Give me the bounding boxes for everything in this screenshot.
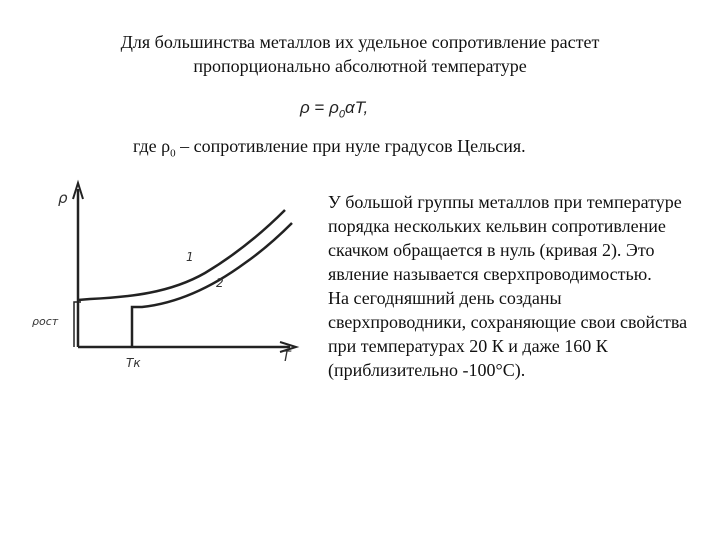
- title-line-2: пропорционально абсолютной температуре: [193, 56, 527, 76]
- slide-title: [60, 30, 660, 78]
- formula-subscript: 0: [338, 108, 345, 121]
- curve-1-label: 1: [186, 250, 194, 264]
- x-axis-label: T: [282, 349, 291, 365]
- curve-2-label: 2: [216, 276, 224, 290]
- definition-subscript: 0: [170, 147, 176, 160]
- formula-rho: ρ: [329, 98, 339, 117]
- resistivity-formula: [300, 98, 420, 120]
- rho0-definition: [133, 134, 593, 166]
- y-axis-label: ρ: [58, 189, 68, 207]
- paragraph-modern-superconductors: На сегодняшний день созданы сверхпроводники, сохраняющие свои свойства при температурах 20 К и даже 160 К (приблизительно -100°С).: [328, 288, 688, 380]
- formula-lhs: ρ: [300, 98, 310, 117]
- critical-temperature-label: Tк: [126, 356, 141, 370]
- definition-prefix: где ρ: [133, 136, 171, 156]
- superconductivity-text: [328, 190, 698, 382]
- resistivity-temperature-graph: [20, 175, 310, 380]
- curve-2: [132, 223, 292, 347]
- definition-text: – сопротивление при нуле градусов Цельсия.: [175, 136, 526, 156]
- paragraph-superconductivity: У большой группы металлов при температуре порядка нескольких кельвин сопротивление скачком обращается в нуль (кривая 2). Это явление называется сверхпроводимостью.: [328, 192, 682, 284]
- title-line-1: Для большинства металлов их удельное сопротивление растет: [120, 32, 600, 52]
- formula-rest: αT,: [345, 98, 369, 117]
- residual-resistivity-label: ρост: [32, 315, 59, 328]
- formula-equals: =: [309, 98, 330, 117]
